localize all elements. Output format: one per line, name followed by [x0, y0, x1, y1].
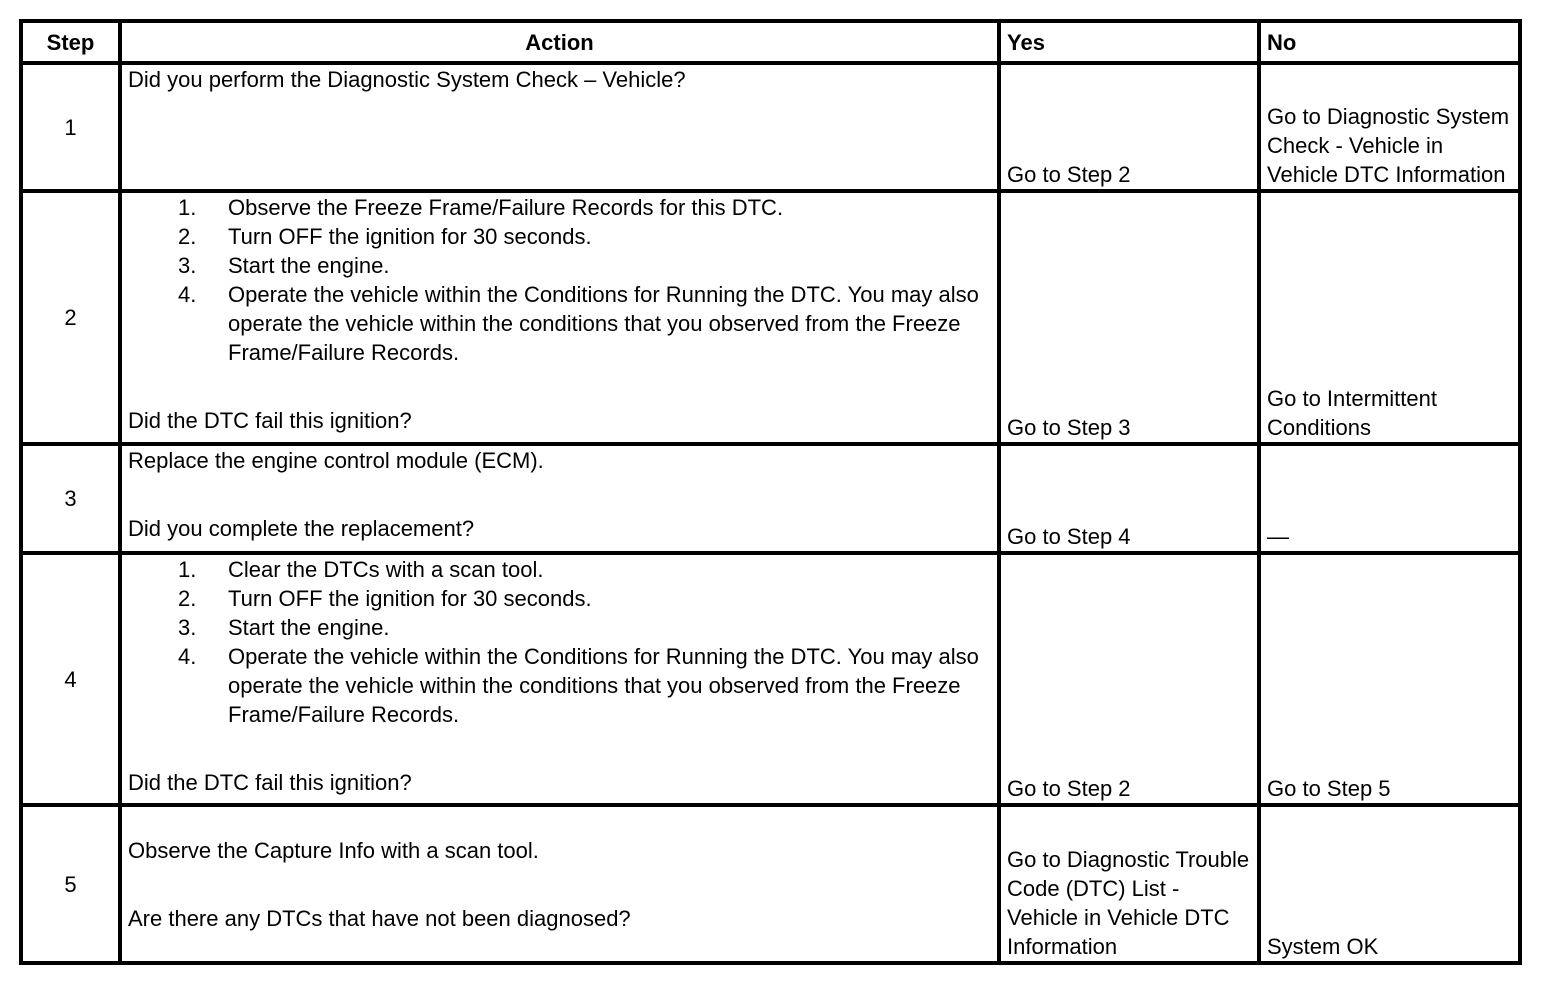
list-item-text: Start the engine.: [228, 253, 390, 278]
diagnostic-table: [19, 19, 1522, 965]
action-cell: [120, 63, 999, 191]
action-cell: [120, 553, 999, 805]
yes-cell: Go to Step 2: [999, 63, 1259, 191]
step-number: 4: [21, 553, 120, 805]
action-question: Did the DTC fail this ignition?: [128, 770, 412, 795]
list-item-number: 3.: [178, 615, 197, 640]
no-cell: —: [1259, 444, 1520, 553]
list-item: [128, 222, 991, 251]
action-text: Did you perform the Diagnostic System Check – Vehicle?: [128, 67, 686, 92]
list-item: [128, 613, 991, 642]
table-row-step-5: [21, 805, 1520, 963]
step-number: 2: [21, 191, 120, 444]
step-number: 5: [21, 805, 120, 963]
list-item-number: 4.: [178, 644, 197, 669]
list-item: [128, 642, 991, 729]
list-item-text: Turn OFF the ignition for 30 seconds.: [228, 586, 592, 611]
no-cell: Go to Step 5: [1259, 553, 1520, 805]
header-step: Step: [21, 21, 120, 63]
action-question: Did the DTC fail this ignition?: [128, 408, 412, 433]
list-item: [128, 280, 991, 367]
action-cell: [120, 444, 999, 553]
list-item-text: Clear the DTCs with a scan tool.: [228, 557, 544, 582]
no-cell: Go to Diagnostic System Check - Vehicle in Vehicle DTC Information: [1259, 63, 1520, 191]
header-row: [21, 21, 1520, 63]
list-item-text: Start the engine.: [228, 615, 390, 640]
list-item-number: 3.: [178, 253, 197, 278]
list-item: [128, 251, 991, 280]
list-item-text: Turn OFF the ignition for 30 seconds.: [228, 224, 592, 249]
table-row-step-4: [21, 553, 1520, 805]
procedure-list: [128, 193, 991, 367]
list-item-number: 4.: [178, 282, 197, 307]
yes-cell: Go to Step 4: [999, 444, 1259, 553]
no-cell: System OK: [1259, 805, 1520, 963]
action-cell: [120, 191, 999, 444]
table-row-step-1: [21, 63, 1520, 191]
yes-cell: Go to Step 3: [999, 191, 1259, 444]
list-item-number: 2.: [178, 586, 197, 611]
yes-cell: Go to Step 2: [999, 553, 1259, 805]
list-item-number: 1.: [178, 195, 197, 220]
list-item: [128, 584, 991, 613]
table-row-step-2: [21, 191, 1520, 444]
no-cell: Go to Intermittent Conditions: [1259, 191, 1520, 444]
action-text: Replace the engine control module (ECM).: [128, 448, 544, 473]
action-cell: [120, 805, 999, 963]
header-action: Action: [120, 21, 999, 63]
step-number: 1: [21, 63, 120, 191]
table-row-step-3: [21, 444, 1520, 553]
list-item-text: Operate the vehicle within the Conditions for Running the DTC. You may also operate the vehicle within the conditions that you observed from the Freeze Frame/Failure Records.: [228, 644, 979, 727]
step-number: 3: [21, 444, 120, 553]
list-item-text: Operate the vehicle within the Conditions for Running the DTC. You may also operate the vehicle within the conditions that you observed from the Freeze Frame/Failure Records.: [228, 282, 979, 365]
list-item: [128, 555, 991, 584]
yes-cell: Go to Diagnostic Trouble Code (DTC) List - Vehicle in Vehicle DTC Information: [999, 805, 1259, 963]
list-item-number: 1.: [178, 557, 197, 582]
action-question: Did you complete the replacement?: [128, 516, 475, 541]
list-item-number: 2.: [178, 224, 197, 249]
action-question: Are there any DTCs that have not been diagnosed?: [128, 905, 631, 931]
list-item-text: Observe the Freeze Frame/Failure Records for this DTC.: [228, 195, 784, 220]
header-no: No: [1259, 21, 1520, 63]
procedure-list: [128, 555, 991, 729]
header-yes: Yes: [999, 21, 1259, 63]
action-text: Observe the Capture Info with a scan tool.: [128, 837, 539, 863]
list-item: [128, 193, 991, 222]
